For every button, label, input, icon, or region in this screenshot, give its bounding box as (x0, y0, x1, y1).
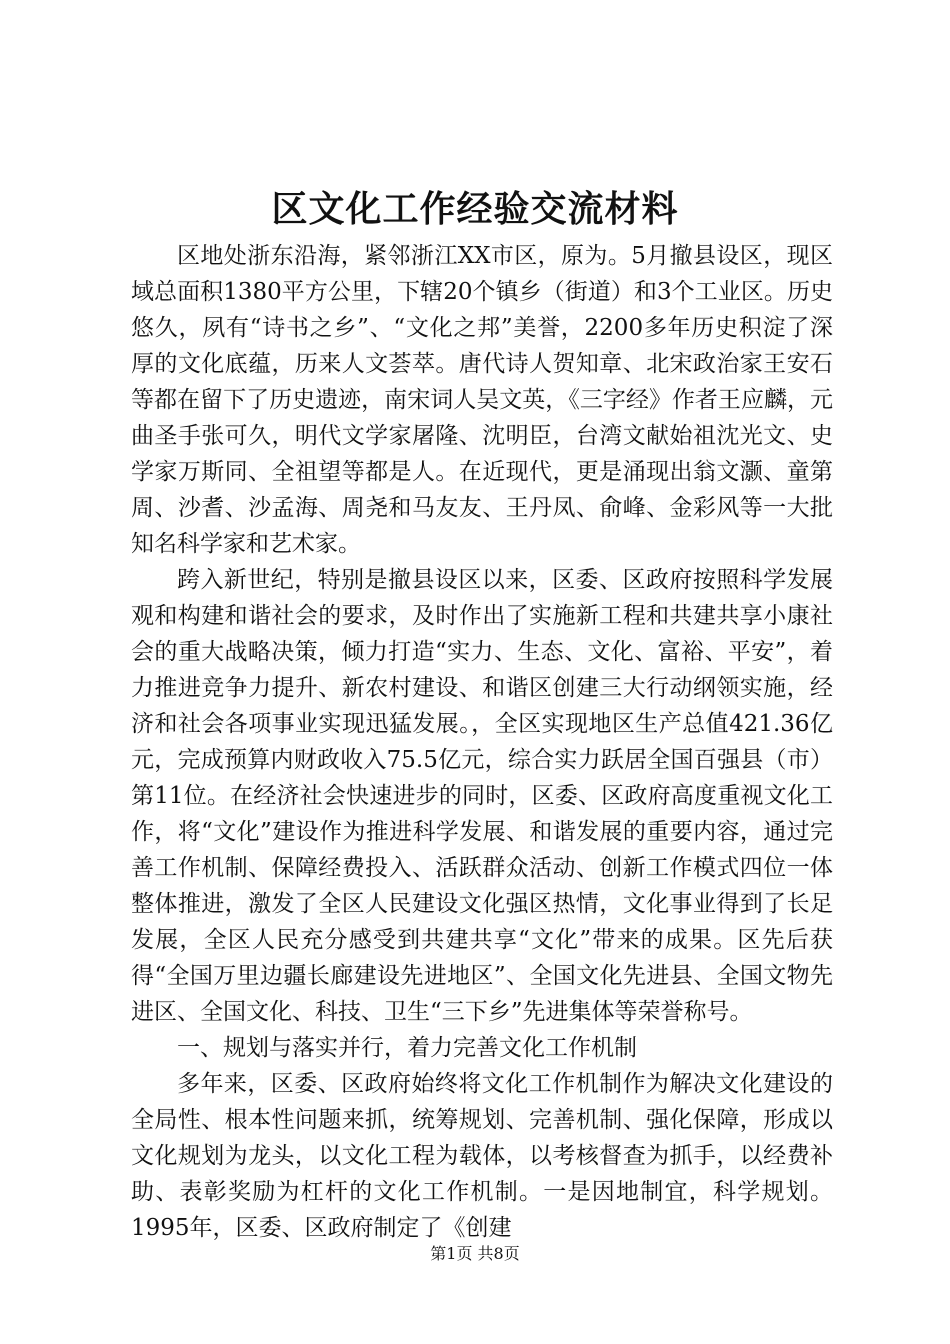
paragraph-development: 跨入新世纪，特别是撤县设区以来，区委、区政府按照科学发展观和构建和谐社会的要求，及时作出了实施新工程和共建共享小康社会的重大战略决策，倾力打造“实力、生态、文化、富裕、平安”，着力推进竞争力提升、新农村建设、和谐区创建三大行动纲领实施，经济和社会各项事业实现迅猛发展。，全区实现地区生产总值421.36亿元，完成预算内财政收入75.5亿元，综合实力跃居全国百强县（市）第11位。在经济社会快速进步的同时，区委、区政府高度重视文化工作，将“文化”建设作为推进科学发展、和谐发展的重要内容，通过完善工作机制、保障经费投入、活跃群众活动、创新工作模式四位一体整体推进，激发了全区人民建设文化强区热情，文化事业得到了长足发展，全区人民充分感受到共建共享“文化”带来的成果。区先后获得“全国万里边疆长廊建设先进地区”、全国文化先进县、全国文物先进区、全国文化、科技、卫生“三下乡”先进集体等荣誉称号。 (131, 567, 833, 1025)
document-body (131, 238, 833, 1246)
paragraph-section-one: 多年来，区委、区政府始终将文化工作机制作为解决文化建设的全局性、根本性问题来抓，统筹规划、完善机制、强化保障，形成以文化规划为龙头，以文化工程为载体，以考核督查为抓手，以经费补助、表彰奖励为杠杆的文化工作机制。一是因地制宜，科学规划。1995年，区委、区政府制定了《创建 (131, 1071, 833, 1241)
page-footer: 第1页 共8页 (430, 1244, 520, 1263)
paragraph-intro: 区地处浙东沿海，紧邻浙江XX市区，原为。5月撤县设区，现区域总面积1380平方公里，下辖20个镇乡（街道）和3个工业区。历史悠久，夙有“诗书之乡”、“文化之邦”美誉，2200多年历史积淀了深厚的文化底蕴，历来人文荟萃。唐代诗人贺知章、北宋政治家王安石等都在留下了历史遗迹，南宋词人吴文英，《三字经》作者王应麟，元曲圣手张可久，明代文学家屠隆、沈明臣，台湾文献始祖沈光文、史学家万斯同、全祖望等都是人。在近现代，更是涌现出翁文灏、童第周、沙耆、沙孟海、周尧和马友友、王丹凤、俞峰、金彩风等一大批知名科学家和艺术家。 (131, 243, 833, 557)
document-title: 区文化工作经验交流材料 (271, 188, 679, 230)
section-heading: 一、规划与落实并行，着力完善文化工作机制 (177, 1035, 637, 1061)
